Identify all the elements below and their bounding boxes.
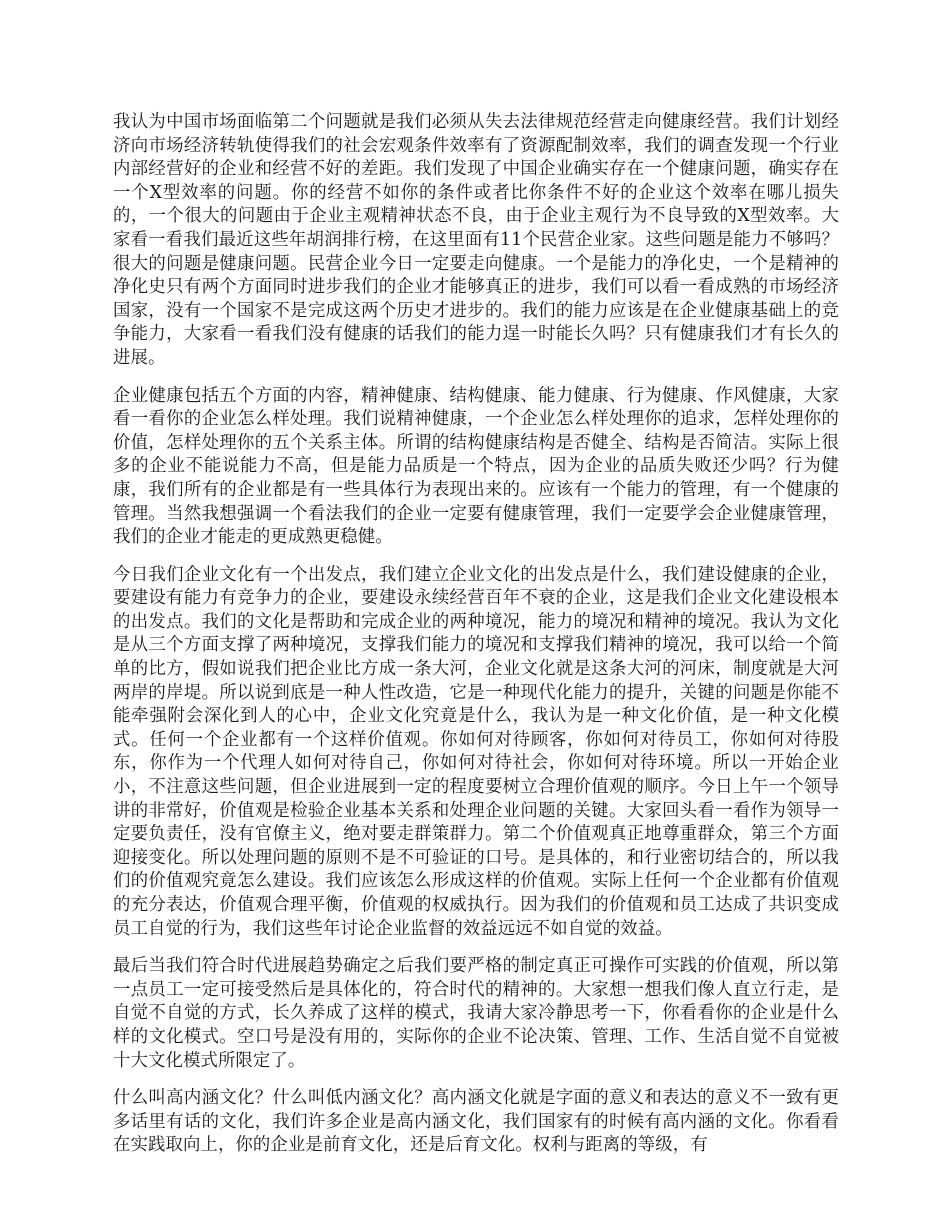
document-page: [113, 111, 839, 1172]
paragraph-4: 最后当我们符合时代进展趋势确定之后我们要严格的制定真正可操作可实践的价值观，所以第一点员工一定可接受然后是具体化的，符合时代的精神的。大家想一想我们像人直立行走，是自觉不自觉的方式，长久养成了这样的模式，我请大家冷静思考一下，你看看你的企业是什么样的文化模式。空口号是没有用的，实际你的企业不论决策、管理、工作、生活自觉不自觉被十大文化模式所限定了。: [113, 956, 839, 1071]
paragraph-1: 我认为中国市场面临第二个问题就是我们必须从失去法律规范经营走向健康经营。我们计划经济向市场经济转轨使得我们的社会宏观条件效率有了资源配制效率，我们的调查发现一个行业内部经营好的企业和经营不好的差距。我们发现了中国企业确实存在一个健康问题，确实存在一个X型效率的问题。你的经营不如你的条件或者比你条件不好的企业这个效率在哪儿损失的，一个很大的问题由于企业主观精神状态不良，由于企业主观行为不良导致的X型效率。大家看一看我们最近这些年胡润排行榜，在这里面有11个民营企业家。这些问题是能力不够吗？很大的问题是健康问题。民营企业今日一定要走向健康。一个是能力的净化史，一个是精神的净化史只有两个方面同时进步我们的企业才能够真正的进步，我们可以看一看成熟的市场经济国家，没有一个国家不是完成这两个历史才进步的。我们的能力应该是在企业健康基础上的竞争能力，大家看一看我们没有健康的话我们的能力逞一时能长久吗？只有健康我们才有长久的进展。: [113, 112, 839, 368]
paragraph-2: 企业健康包括五个方面的内容，精神健康、结构健康、能力健康、行为健康、作风健康，大家看一看你的企业怎么样处理。我们说精神健康，一个企业怎么样处理你的追求，怎样处理你的价值，怎样处理你的五个关系主体。所谓的结构健康结构是否健全、结构是否简洁。实际上很多的企业不能说能力不高，但是能力品质是一个特点，因为企业的品质失败还少吗？行为健康，我们所有的企业都是有一些具体行为表现出来的。应该有一个能力的管理，有一个健康的管理。当然我想强调一个看法我们的企业一定要有健康管理，我们一定要学会企业健康管理，我们的企业才能走的更成熟更稳健。: [113, 385, 839, 548]
paragraph-5: 什么叫高内涵文化？什么叫低内涵文化？高内涵文化就是字面的意义和表达的意义不一致有更多话里有话的文化，我们许多企业是高内涵文化，我们国家有的时候有高内涵的文化。你看看在实践取向上，你的企业是前育文化，还是后育文化。权利与距离的等级，有: [113, 1088, 839, 1156]
paragraph-3: 今日我们企业文化有一个出发点，我们建立企业文化的出发点是什么，我们建设健康的企业，要建设有能力有竞争力的企业，要建设永续经营百年不衰的企业，这是我们企业文化建设根本的出发点。我们的文化是帮助和完成企业的两种境况，能力的境况和精神的境况。我认为文化是从三个方面支撑了两种境况，支撑我们能力的境况和支撑我们精神的境况，我可以给一个简单的比方，假如说我们把企业比方成一条大河，企业文化就是这条大河的河床，制度就是大河两岸的岸堤。所以说到底是一种人性改造，它是一种现代化能力的提升，关键的问题是你能不能牵强附会深化到人的心中，企业文化究竟是什么，我认为是一种文化价值，是一种文化模式。任何一个企业都有一个这样价值观。你如何对待顾客，你如何对待员工，你如何对待股东，你作为一个代理人如何对待自己，你如何对待社会，你如何对待环境。所以一开始企业小，不注意这些问题，但企业进展到一定的程度要树立合理价值观的顺序。今日上午一个领导讲的非常好，价值观是检验企业基本关系和处理企业问题的关键。大家回头看一看作为领导一定要负责任，没有官僚主义，绝对要走群策群力。第二个价值观真正地尊重群众，第三个方面迎接变化。所以处理问题的原则不是不可验证的口号。是具体的，和行业密切结合的，所以我们的价值观究竟怎么建设。我们应该怎么形成这样的价值观。实际上任何一个企业都有价值观的充分表达，价值观合理平衡，价值观的权威执行。因为我们的价值观和员工达成了共识变成员工自觉的行为，我们这些年讨论企业监督的效益远远不如自觉的效益。: [113, 564, 839, 939]
